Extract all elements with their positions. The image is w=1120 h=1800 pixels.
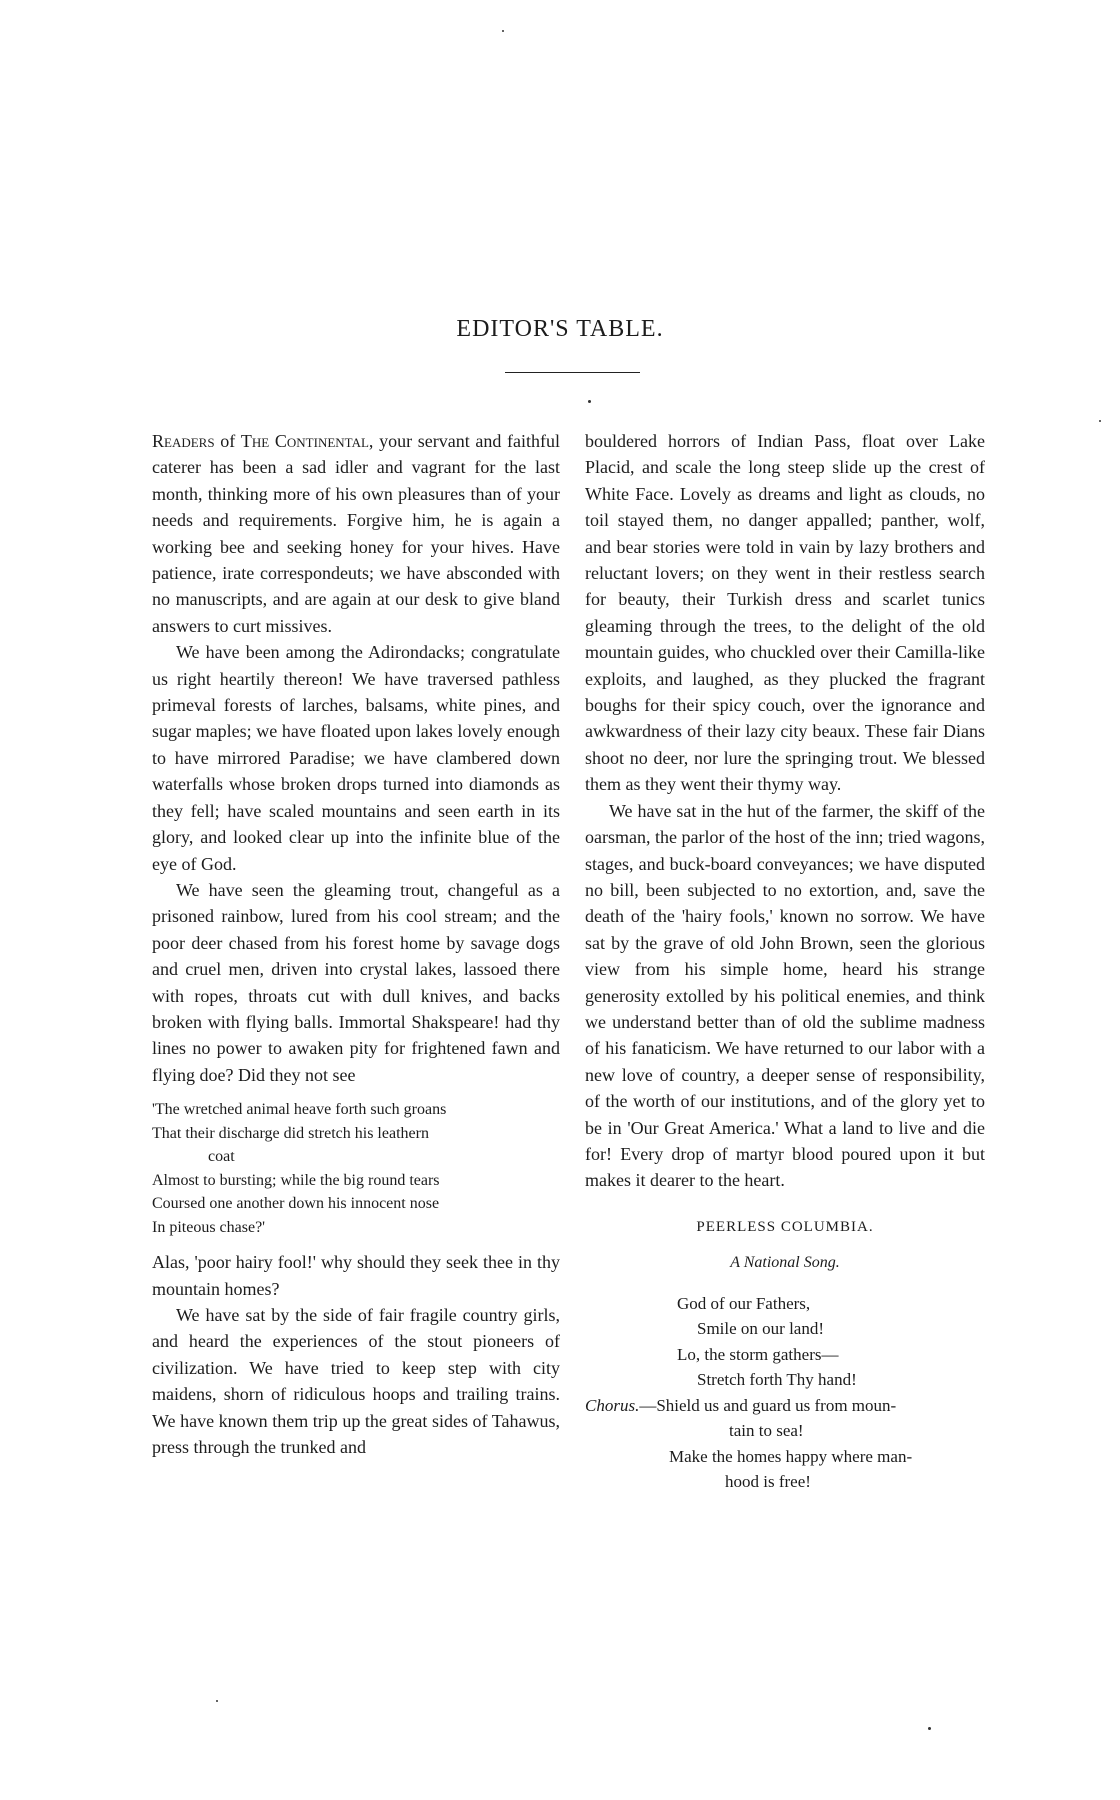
paragraph-6: bouldered horrors of Indian Pass, float over Lake Placid, and scale the long steep slide up the crest of White Face. Lovely as dreams and light as clouds, no toil stayed them, no danger appalled; panther, wolf, and bear stories were told in vain by lazy brothers and reluctant lovers; on they went in their restless search for beauty, their Turkish dress and scarlet tunics gleaming through the trees, to the delight of the old mountain guides, who chuckled over their Camilla-like exploits, and laughed, as they plucked the fragrant boughs for their spicy couch, over the ignorance and awkwardness of their lazy city beaux. These fair Dians shoot no deer, nor lure the springing trout. We blessed them as they went their thymy way. bbox=[585, 431, 985, 795]
quote-line: 'The wretched animal heave forth such groans bbox=[152, 1101, 447, 1119]
paragraph-1 bbox=[152, 428, 560, 639]
song-verse bbox=[585, 1291, 985, 1495]
verse-line: God of our Fathers, bbox=[677, 1293, 811, 1313]
paragraph-3: We have seen the gleaming trout, changeful as a prisoned rainbow, lured from his cool stream; and the poor deer chased from his forest home by savage dogs and cruel men, driven into crystal lakes, lassoed there with ropes, throats cut with dull knives, and backs broken with flying balls. Immortal Shakspeare! had thy lines no power to awaken pity for frightened fawn and flying doe? Did they not see bbox=[152, 879, 560, 1085]
paragraph-4: Alas, 'poor hairy fool!' why should they seek thee in thy mountain homes? bbox=[152, 1252, 560, 1299]
song-title: PEERLESS COLUMBIA. bbox=[696, 1218, 874, 1235]
left-column bbox=[152, 428, 560, 1460]
right-column bbox=[585, 428, 985, 1495]
verse-line: Smile on our land! bbox=[697, 1319, 825, 1339]
block-quote bbox=[152, 1098, 560, 1239]
chorus-line bbox=[585, 1393, 985, 1419]
text-span: , your servant and faithful caterer has been a sad idler and vagrant for the last month, thinking more of his own pleasures than of your needs and requirements. Forgive him, he is again a working bee and seeking honey for your hives. Have patience, irate correspondeuts; we have absconded with no manuscripts, and are again at our desk to give bland answers to curt missives. bbox=[152, 431, 561, 636]
chorus-text: —Shield us and guard us from moun- bbox=[639, 1395, 897, 1415]
verse-line: Lo, the storm gathers— bbox=[677, 1344, 839, 1364]
chorus-label: Chorus. bbox=[585, 1395, 640, 1415]
quote-line: In piteous chase?' bbox=[152, 1218, 266, 1236]
print-speck bbox=[1099, 420, 1101, 422]
quote-line: coat bbox=[208, 1148, 235, 1166]
paragraph-5: We have sat by the side of fair fragile country girls, and heard the experiences of the stout pioneers of civilization. We have tried to keep step with city maidens, shorn of ridiculous hoops and trailing trains. We have known them trip up the great sides of Tahawus, press through the trunked and bbox=[152, 1304, 560, 1457]
lead-word: Readers bbox=[152, 431, 215, 451]
chorus-line: hood is free! bbox=[725, 1472, 811, 1492]
chorus-line: Make the homes happy where man- bbox=[669, 1446, 913, 1466]
verse-line: Stretch forth Thy hand! bbox=[697, 1370, 857, 1390]
title-rule bbox=[505, 372, 640, 373]
print-speck bbox=[928, 1727, 931, 1730]
quote-line: That their discharge did stretch his leathern bbox=[152, 1124, 429, 1142]
page-title: EDITOR'S TABLE. bbox=[456, 316, 664, 343]
paragraph-2: We have been among the Adirondacks; congratulate us right heartily thereon! We have traversed pathless primeval forests of larches, balsams, white pines, and sugar maples; we have floated upon lakes lovely enough to have mirrored Paradise; we have clambered down waterfalls whose broken drops turned into diamonds as they fell; have scaled mountains and seen earth in its glory, and looked clear up into the infinite blue of the eye of God. bbox=[152, 642, 560, 874]
print-speck bbox=[502, 30, 504, 32]
magazine-name: The Continental bbox=[240, 431, 369, 451]
chorus-line: tain to sea! bbox=[729, 1421, 804, 1441]
quote-line: Coursed one another down his innocent nose bbox=[152, 1195, 440, 1213]
print-speck bbox=[216, 1700, 218, 1702]
quote-line: Almost to bursting; while the big round tears bbox=[152, 1171, 440, 1189]
song-subtitle: A National Song. bbox=[730, 1254, 840, 1272]
text-span: of bbox=[214, 431, 241, 451]
print-speck bbox=[588, 400, 591, 403]
paragraph-7: We have sat in the hut of the farmer, the skiff of the oarsman, the parlor of the host of the inn; tried wagons, stages, and buck-board conveyances; we have disputed no bill, been subjected to no extortion, and, save the death of the 'hairy fools,' known no sorrow. We have sat by the grave of old John Brown, seen the glorious view from his simple home, heard his strange generosity extolled by his political enemies, and think we understand better than of old the sublime madness of his fanaticism. We have returned to our labor with a new love of country, a deeper sense of responsibility, of the worth of our institutions, and of the glory yet to be in 'Our Great America.' What a land to live and die for! Every drop of martyr blood poured upon it but makes it dearer to the heart. bbox=[585, 800, 985, 1191]
